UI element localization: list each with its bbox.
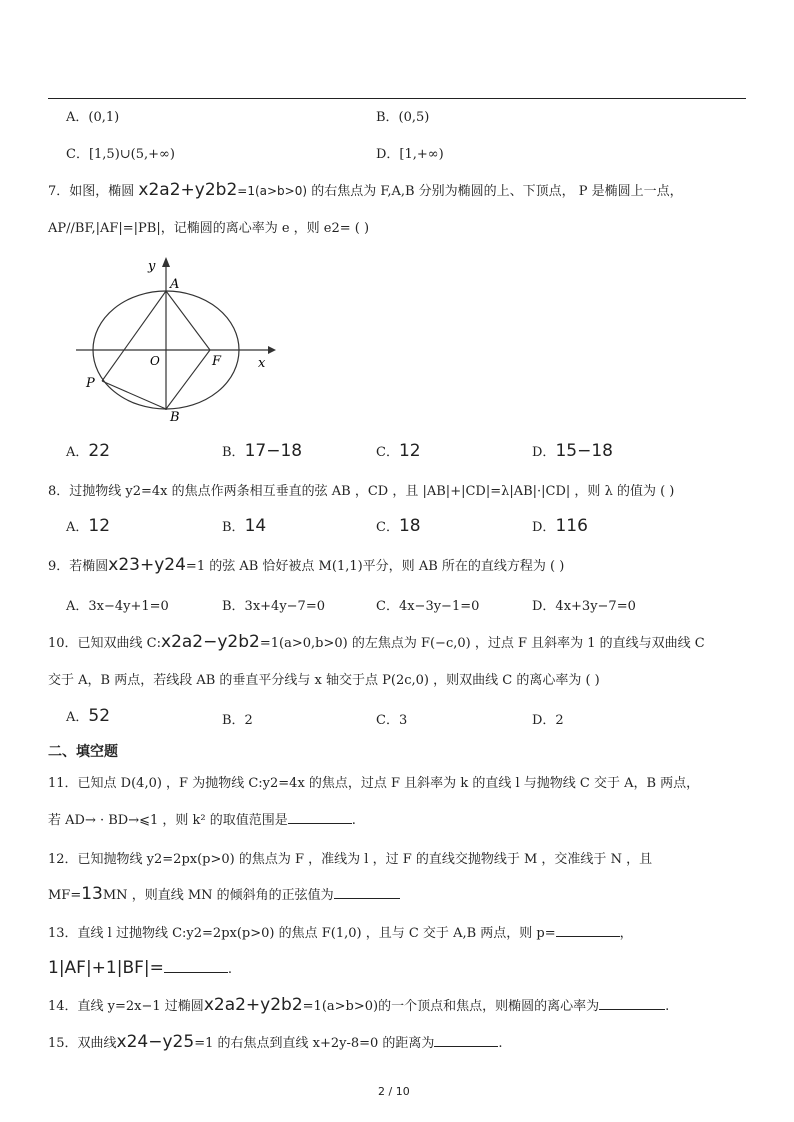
q13-sum-blank[interactable] bbox=[164, 959, 228, 973]
q12-answer-blank[interactable] bbox=[334, 885, 400, 899]
q9-option-a: A．3x−4y+1=0 bbox=[66, 599, 169, 614]
label-f: F bbox=[212, 354, 222, 369]
q6-option-b: B．(0,5) bbox=[376, 110, 430, 125]
q8-option-d: D．116 bbox=[532, 516, 588, 536]
segment-pb bbox=[102, 381, 166, 409]
q12-line2: MF=13MN ，则直线 MN 的倾斜角的正弦值为 bbox=[48, 884, 400, 904]
q6-option-a: A．(0,1) bbox=[66, 110, 120, 125]
label-o: O bbox=[150, 354, 160, 368]
top-rule bbox=[48, 98, 746, 99]
q14-formula: x2a2+y2b2 bbox=[203, 995, 303, 1015]
q11-answer-blank[interactable] bbox=[288, 810, 352, 824]
q13-p-blank[interactable] bbox=[556, 923, 620, 937]
q15-line: 15．双曲线x24−y25=1 的右焦点到直线 x+2y-8=0 的距离为 . bbox=[48, 1032, 503, 1052]
q10-formula: x2a2−y2b2 bbox=[161, 632, 260, 652]
segment-af bbox=[166, 291, 210, 350]
label-p: P bbox=[86, 376, 95, 391]
q7-formula: x2a2+y2b2 bbox=[138, 180, 238, 200]
page-number: 2 / 10 bbox=[378, 1085, 410, 1098]
label-a: A bbox=[170, 277, 180, 292]
q7-option-c: C．12 bbox=[376, 441, 421, 461]
q10-option-c: C．3 bbox=[376, 713, 408, 728]
q14-line: 14．直线 y=2x−1 过椭圆x2a2+y2b2=1(a>b>0)的一个顶点和焦点，则椭圆的离心率为 . bbox=[48, 995, 670, 1015]
q11-line2: 若 AD→ · BD→⩽1 ，则 k² 的取值范围是 . bbox=[48, 809, 356, 828]
q11-line1: 11．已知点 D(4,0) ，F 为抛物线 C:y2=4x 的焦点，过点 F 且斜率为 k 的直线 l 与抛物线 C 交于 A，B 两点， bbox=[48, 776, 700, 791]
q15-formula: x24−y25 bbox=[116, 1032, 195, 1052]
q10-option-d: D．2 bbox=[532, 713, 564, 728]
q7-line1 bbox=[48, 180, 683, 200]
q7-option-a: A．22 bbox=[66, 441, 111, 461]
q12-line1: 12．已知抛物线 y2=2px(p>0) 的焦点为 F ，准线为 l ，过 F 的直线交抛物线于 M ，交准线于 N ，且 bbox=[48, 852, 653, 867]
q6-option-d: D．[1,+∞) bbox=[376, 147, 444, 162]
q10-option-a: A．52 bbox=[66, 706, 111, 726]
q10-option-b: B．2 bbox=[222, 713, 253, 728]
x-axis-arrow bbox=[268, 346, 276, 354]
q15-answer-blank[interactable] bbox=[434, 1033, 498, 1047]
q7-option-b: B．17−18 bbox=[222, 441, 303, 461]
q10-line2: 交于 A，B 两点，若线段 AB 的垂直平分线与 x 轴交于点 P(2c,0) ，则双曲线 C 的离心率为 ( ) bbox=[48, 673, 600, 688]
q6-option-c: C．[1,5)∪(5,+∞) bbox=[66, 147, 175, 162]
q8-option-a: A．12 bbox=[66, 516, 111, 536]
q9-option-d: D．4x+3y−7=0 bbox=[532, 599, 636, 614]
q13-line2: 1|AF|+1|BF|= . bbox=[48, 958, 233, 978]
segment-fb bbox=[166, 350, 210, 409]
q9-formula: x23+y24 bbox=[108, 555, 186, 575]
q10-line1: 10．已知双曲线 C:x2a2−y2b2=1(a>0,b>0) 的左焦点为 F(−c,0) ，过点 F 且斜率为 1 的直线与双曲线 C bbox=[48, 632, 705, 652]
q7-condition: =1(a>b>0) bbox=[237, 184, 308, 198]
q7-suffix: 的右焦点为 F,A,B 分别为椭圆的上、下顶点， P 是椭圆上一点， bbox=[311, 184, 683, 199]
label-y: y bbox=[148, 259, 156, 274]
label-b: B bbox=[170, 410, 180, 425]
q9-option-c: C．4x−3y−1=0 bbox=[376, 599, 480, 614]
q8-text: 8．过抛物线 y2=4x 的焦点作两条相互垂直的弦 AB ，CD ，且 |AB|+|CD|=λ|AB|·|CD| ，则 λ 的值为 ( ) bbox=[48, 484, 675, 499]
section-heading: 二、填空题 bbox=[48, 744, 118, 760]
q7-line2: AP//BF,|AF|=|PB|，记椭圆的离心率为 e ，则 e2= ( ) bbox=[48, 221, 370, 236]
ellipse-figure bbox=[70, 255, 280, 430]
q9-option-b: B．3x+4y−7=0 bbox=[222, 599, 325, 614]
q7-prefix: 7．如图，椭圆 bbox=[48, 184, 135, 199]
q9-line: 9．若椭圆x23+y24=1 的弦 AB 恰好被点 M(1,1)平分，则 AB 所在的直线方程为 ( ) bbox=[48, 555, 565, 575]
y-axis-arrow bbox=[162, 257, 170, 267]
label-x: x bbox=[258, 356, 266, 371]
q7-option-d: D．15−18 bbox=[532, 441, 613, 461]
q13-line1: 13．直线 l 过抛物线 C:y2=2px(p>0) 的焦点 F(1,0) ，且与 C 交于 A,B 两点，则 p= ， bbox=[48, 922, 633, 941]
q8-option-b: B．14 bbox=[222, 516, 267, 536]
q8-option-c: C．18 bbox=[376, 516, 421, 536]
q14-answer-blank[interactable] bbox=[599, 996, 665, 1010]
